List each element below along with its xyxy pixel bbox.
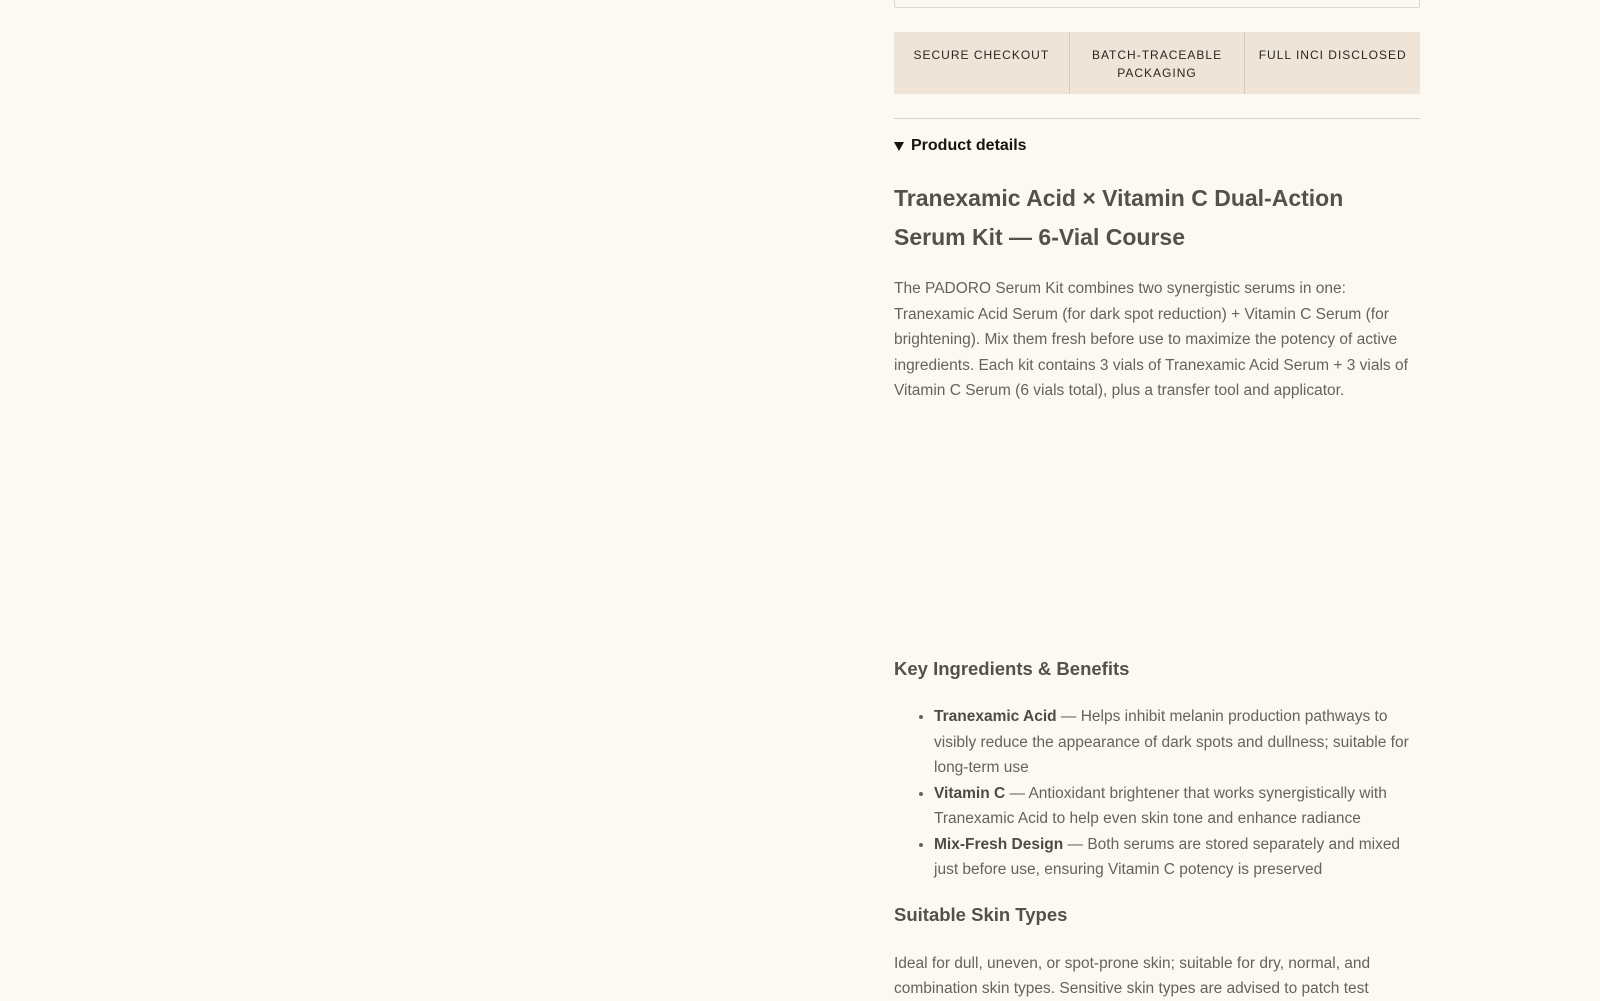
trust-badge-inci: FULL INCI DISCLOSED: [1244, 32, 1420, 94]
caret-down-icon: [894, 142, 904, 151]
skin-types-description: Ideal for dull, uneven, or spot-prone skin; suitable for dry, normal, and combination skin types. Sensitive skin types are advised to patch test: [894, 955, 1371, 997]
ingredients-list: [894, 704, 1420, 883]
list-item: [934, 781, 1420, 832]
skin-types-heading: Suitable Skin Types: [894, 904, 1068, 925]
list-item: [934, 704, 1420, 781]
ingredient-name: Vitamin C: [934, 784, 1006, 802]
product-details-label: Product details: [911, 137, 1027, 154]
quantity-input[interactable]: [894, 0, 1420, 8]
product-title: Tranexamic Acid × Vitamin C Dual-Action Serum Kit — 6-Vial Course: [894, 185, 1344, 250]
trust-badge-batch-traceable: BATCH-TRACEABLE PACKAGING: [1069, 32, 1245, 94]
trust-badge-secure-checkout: SECURE CHECKOUT: [913, 48, 1050, 62]
product-description: The PADORO Serum Kit combines two synergistic serums in one: Tranexamic Acid Serum (for dark spot reduction) + Vitamin C Serum (for brightening). Mix them fresh before use to maximize the potency of active ingredients. Each kit contains 3 vials of Tranexamic Acid Serum + 3 vials of Vitamin C Serum (6 vials total), plus a transfer tool and applicator.: [894, 280, 1408, 399]
ingredient-name: Tranexamic Acid: [934, 708, 1057, 725]
ingredient-name: Mix-Fresh Design: [934, 835, 1064, 853]
ingredient-benefit: — Both serums are stored separately and mixed just before use, ensuring Vitamin C potency is preserved: [934, 835, 1401, 878]
product-details-toggle[interactable]: [894, 137, 1027, 155]
section-divider: [894, 118, 1420, 119]
ingredient-benefit: — Helps inhibit melanin production pathways to visibly reduce the appearance of dark spots and dullness; suitable for long-term use: [934, 708, 1409, 776]
ingredient-benefit: — Antioxidant brightener that works synergistically with Tranexamic Acid to help even skin tone and enhance radiance: [934, 784, 1387, 827]
ingredients-heading: Key Ingredients & Benefits: [894, 658, 1130, 679]
list-item: [934, 832, 1420, 883]
trust-badges: [894, 32, 1420, 94]
